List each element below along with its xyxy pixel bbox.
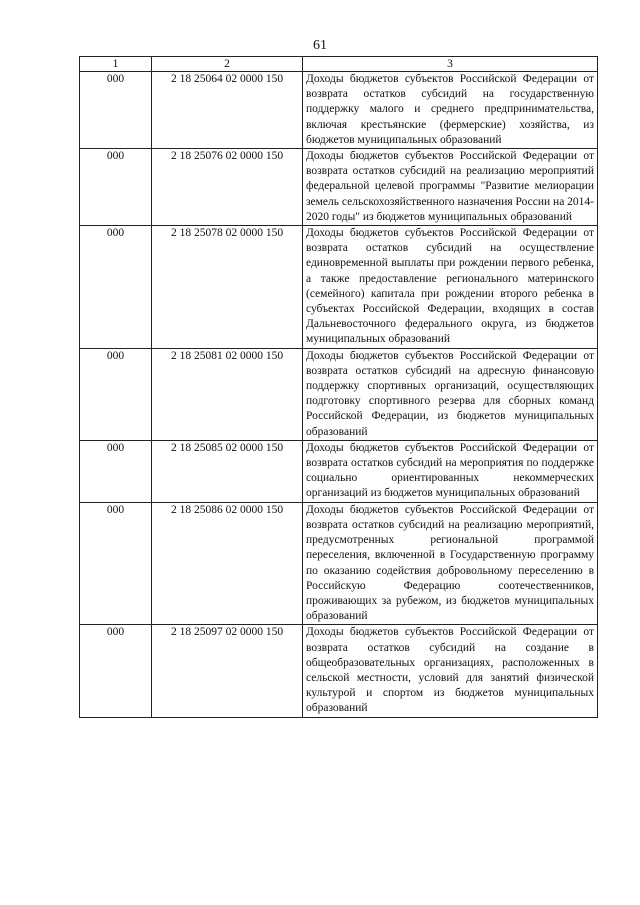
table-row [80, 625, 598, 717]
admin-code-cell: 000 [80, 625, 152, 717]
column-header-1: 1 [80, 57, 152, 72]
income-name-cell: Доходы бюджетов субъектов Российской Федерации от возврата остатков субсидий на осуществление единовременной выплаты при рождении первого ребенка, а также предоставление регионального материнского (семейного) капитала при рождении второго ребенка в субъектах Российской Федерации, входящих в состав Дальневосточного федерального округа, из бюджетов муниципальных образований [303, 226, 598, 349]
kbk-code-cell: 2 18 25085 02 0000 150 [152, 440, 303, 502]
income-name-cell: Доходы бюджетов субъектов Российской Федерации от возврата остатков субсидий на государственную поддержку малого и среднего предпринимательства, включая крестьянские (фермерские) хозяйства, из бюджетов муниципальных образований [303, 72, 598, 149]
table-row [80, 149, 598, 226]
admin-code-cell: 000 [80, 72, 152, 149]
column-header-3: 3 [303, 57, 598, 72]
admin-code-cell: 000 [80, 226, 152, 349]
income-name-cell: Доходы бюджетов субъектов Российской Федерации от возврата остатков субсидий на создание в общеобразовательных организациях, расположенных в сельской местности, условий для занятий физической культурой и спортом из бюджетов муниципальных образований [303, 625, 598, 717]
income-name-cell: Доходы бюджетов субъектов Российской Федерации от возврата остатков субсидий на реализацию мероприятий федеральной целевой программы "Развитие мелиорации земель сельскохозяйственного назначения России на 2014-2020 годы" из бюджетов муниципальных образований [303, 149, 598, 226]
income-name-cell: Доходы бюджетов субъектов Российской Федерации от возврата остатков субсидий на мероприятия по поддержке социально ориентированных некоммерческих организаций из бюджетов муниципальных образований [303, 440, 598, 502]
kbk-code-cell: 2 18 25081 02 0000 150 [152, 348, 303, 440]
header-row [80, 57, 598, 72]
column-header-2: 2 [152, 57, 303, 72]
kbk-code-cell: 2 18 25078 02 0000 150 [152, 226, 303, 349]
page-number: 61 [313, 38, 327, 53]
kbk-code-cell: 2 18 25097 02 0000 150 [152, 625, 303, 717]
income-name-cell: Доходы бюджетов субъектов Российской Федерации от возврата остатков субсидий на реализацию мероприятий, предусмотренных региональной программой переселения, включенной в Государственную программу по оказанию содействия добровольному переселению в Российскую Федерацию соотечественников, проживающих за рубежом, из бюджетов муниципальных образований [303, 502, 598, 625]
budget-classification-table [79, 56, 598, 718]
kbk-code-cell: 2 18 25064 02 0000 150 [152, 72, 303, 149]
admin-code-cell: 000 [80, 502, 152, 625]
admin-code-cell: 000 [80, 149, 152, 226]
table-row [80, 502, 598, 625]
table-row [80, 440, 598, 502]
income-name-cell: Доходы бюджетов субъектов Российской Федерации от возврата остатков субсидий на адресную финансовую поддержку спортивных организаций, осуществляющих подготовку спортивного резерва для сборных команд Российской Федерации, из бюджетов муниципальных образований [303, 348, 598, 440]
admin-code-cell: 000 [80, 348, 152, 440]
kbk-code-cell: 2 18 25086 02 0000 150 [152, 502, 303, 625]
admin-code-cell: 000 [80, 440, 152, 502]
table-row [80, 348, 598, 440]
kbk-code-cell: 2 18 25076 02 0000 150 [152, 149, 303, 226]
table-row [80, 226, 598, 349]
table-row [80, 72, 598, 149]
